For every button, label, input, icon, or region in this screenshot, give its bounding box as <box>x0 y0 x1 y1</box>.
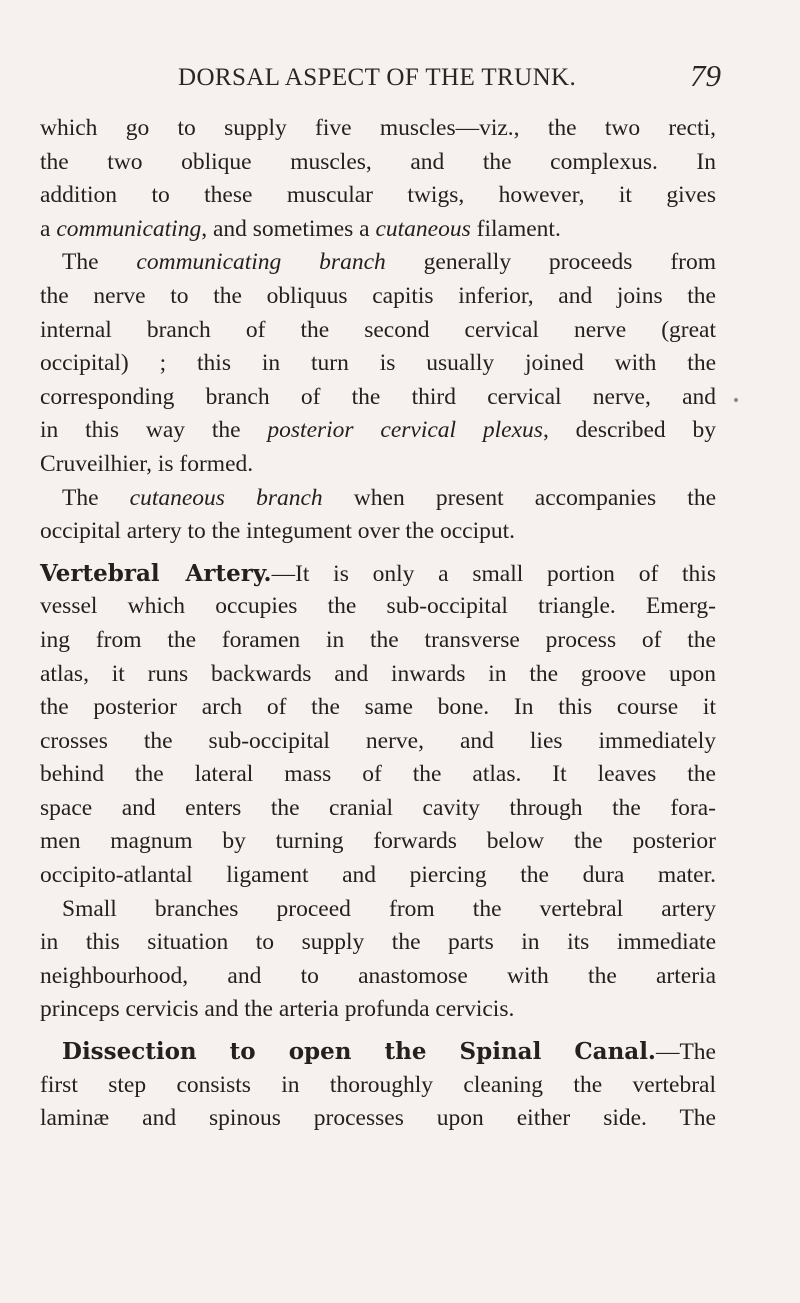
print-speck <box>734 398 738 402</box>
italic-term: communicating branch <box>136 249 386 276</box>
text-run: —The <box>655 1039 716 1066</box>
text-line: laminæ and spinous processes upon either side. The <box>40 1105 716 1132</box>
italic-term: cutaneous <box>375 215 471 242</box>
text-line: neighbourhood, and to anastomose with the arteria <box>40 962 716 989</box>
text-run: The <box>62 249 137 276</box>
section-heading-vertebral-artery: Vertebral Artery. <box>40 559 272 587</box>
text-line: the nerve to the obliquus capitis inferior, and joins the <box>40 282 716 309</box>
text-line: princeps cervicis and the arteria profunda cervicis. <box>40 996 515 1023</box>
text-line <box>40 1035 716 1069</box>
text-line: occipital) ; this in turn is usually joined with the <box>40 350 716 377</box>
text-line: the two oblique muscles, and the complexus. In <box>40 148 716 175</box>
text-line <box>40 557 716 591</box>
text-line: first step consists in thoroughly cleaning the vertebral <box>40 1071 716 1098</box>
text-run: —It is only a small portion of this <box>271 560 716 587</box>
text-run: , described by <box>542 417 717 444</box>
running-head <box>0 60 800 100</box>
text-line <box>40 213 716 247</box>
italic-term: communicating <box>56 215 202 242</box>
text-line: addition to these muscular twigs, however, it gives <box>40 182 716 209</box>
text-line: occipito-atlantal ligament and piercing the dura mater. <box>40 862 716 889</box>
text-line: vessel which occupies the sub-occipital triangle. Emerg- <box>40 593 716 620</box>
text-line: in this situation to supply the parts in its immediate <box>40 929 716 956</box>
text-run: in this way the <box>40 417 268 444</box>
text-line: which go to supply five muscles—viz., the two recti, <box>40 115 716 141</box>
text-line: crosses the sub-occipital nerve, and lies immediately <box>40 727 716 754</box>
italic-term: cutaneous branch <box>129 484 323 511</box>
text-line: Small branches proceed from the vertebral artery <box>62 895 716 922</box>
text-line <box>40 482 716 516</box>
text-line <box>40 246 716 280</box>
text-run: a <box>40 215 57 242</box>
text-run: when present accompanies the <box>322 484 716 511</box>
text-line: the posterior arch of the same bone. In this course it <box>40 694 716 721</box>
section-heading-dissection: Dissection to open the Spinal Canal. <box>62 1038 656 1066</box>
text-line: occipital artery to the integument over the occiput. <box>40 518 516 545</box>
text-run: generally proceeds from <box>385 249 716 276</box>
text-line: ing from the foramen in the transverse process of the <box>40 626 716 653</box>
text-line: men magnum by turning forwards below the posterior <box>40 828 716 855</box>
body-text <box>40 112 716 1136</box>
text-line: behind the lateral mass of the atlas. It leaves the <box>40 761 716 788</box>
text-run: filament. <box>470 215 561 242</box>
running-head-title: DORSAL ASPECT OF THE TRUNK. <box>178 64 577 91</box>
text-line: Cruveilhier, is formed. <box>40 450 254 477</box>
text-line <box>40 414 716 448</box>
text-line: atlas, it runs backwards and inwards in the groove upon <box>40 660 716 687</box>
text-line: space and enters the cranial cavity through the fora- <box>40 794 716 821</box>
text-line: corresponding branch of the third cervical nerve, and <box>40 383 716 410</box>
text-run: , and sometimes a <box>201 215 376 242</box>
text-run: The <box>62 484 130 511</box>
page-number: 79 <box>690 58 721 93</box>
text-line: internal branch of the second cervical nerve (great <box>40 316 716 343</box>
italic-term: posterior cervical plexus <box>267 417 543 444</box>
